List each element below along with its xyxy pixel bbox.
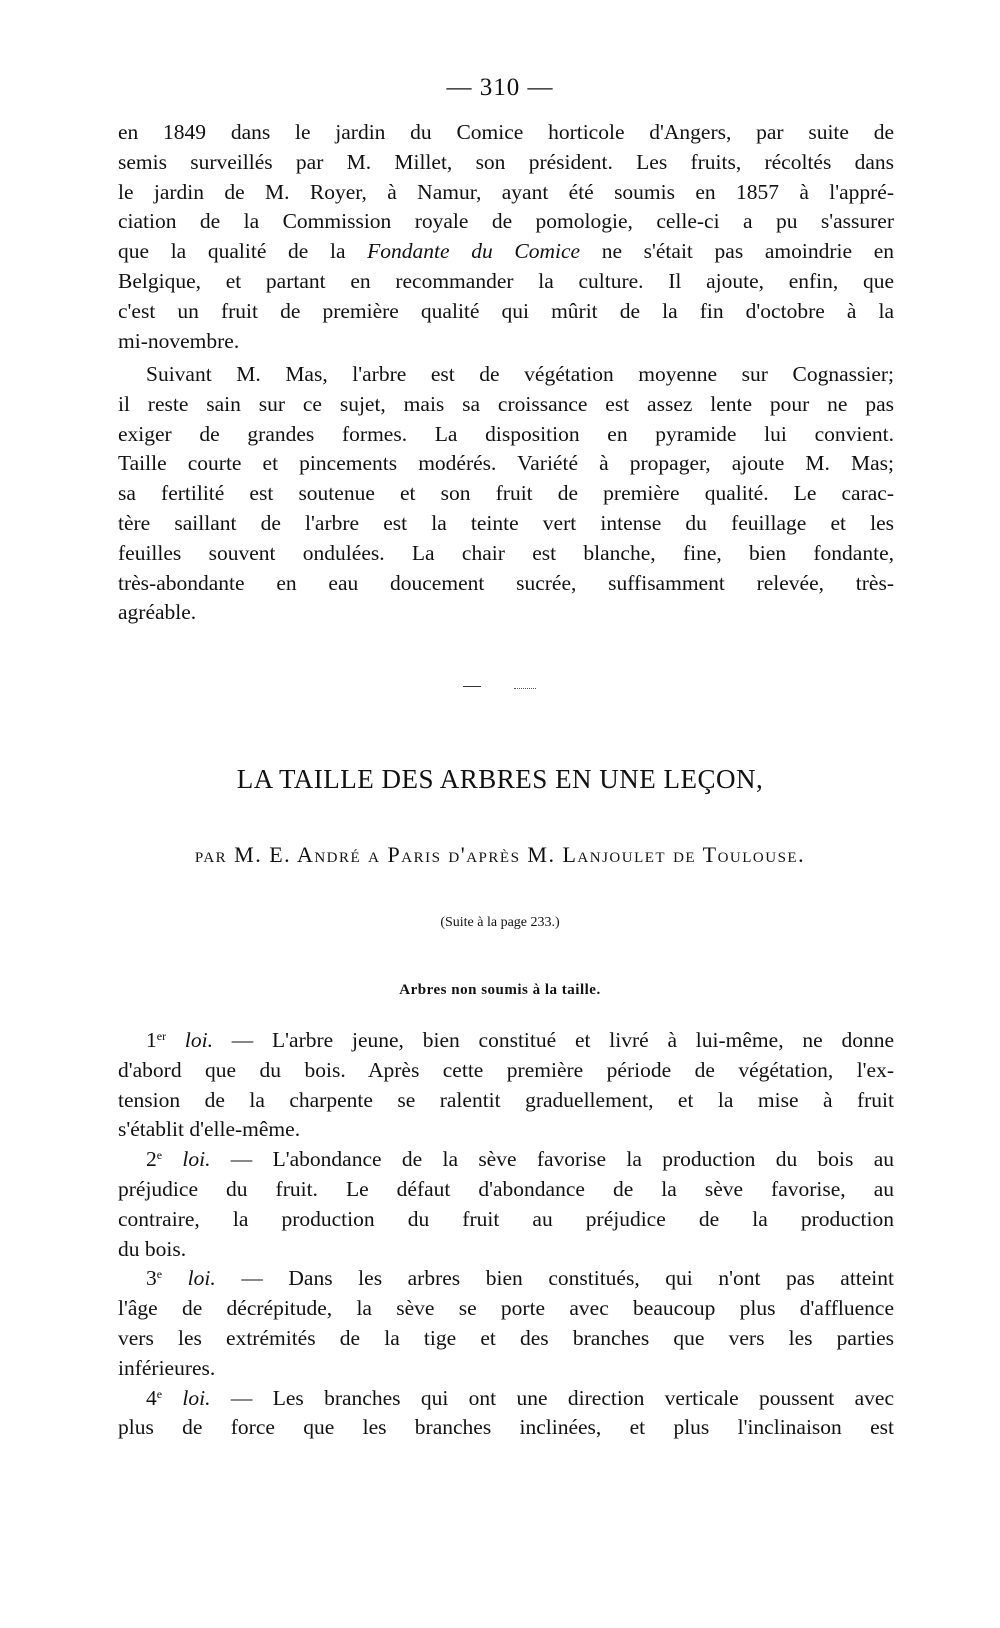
text-line: le jardin de M. Royer, à Namur, ayant été soumis en 1857 à l'appré-: [118, 179, 894, 204]
section-separator: [463, 686, 481, 687]
text-line: l'âge de décrépitude, la sève se porte avec beaucoup plus d'affluence: [118, 1296, 894, 1321]
text-line: c'est un fruit de première qualité qui mûrit de la fin d'octobre à la: [118, 298, 894, 323]
upper-paragraph: [118, 118, 894, 356]
text-line: s'établit d'elle-même.: [118, 1117, 301, 1142]
law-label: loi.: [162, 1385, 231, 1410]
law-2: [118, 1145, 894, 1264]
law-text: — Dans les arbres bien constitués, qui n'ont pas atteint: [241, 1266, 895, 1291]
law-ordinal: 2: [146, 1147, 157, 1172]
text-line: très-abondante en eau doucement sucrée, suffisamment relevée, très-: [118, 570, 894, 595]
text-line: mi-novembre.: [118, 328, 240, 353]
section-heading: Arbres non soumis à la taille.: [399, 982, 601, 998]
law-first-line: [118, 1026, 894, 1056]
laws-list: [118, 1026, 894, 1443]
text-line: d'abord que du bois. Après cette première période de végétation, l'ex-: [118, 1057, 894, 1082]
law-ordinal: 1: [146, 1028, 157, 1052]
law-label: loi.: [162, 1147, 231, 1172]
law-text: — Les branches qui ont une direction verticale poussent avec: [230, 1385, 894, 1410]
text-line: inférieures.: [118, 1355, 216, 1380]
text-segment: que la qualité de la: [118, 239, 368, 264]
text-line: feuilles souvent ondulées. La chair est blanche, fine, bien fondante,: [118, 540, 894, 565]
text-line: semis surveillés par M. Millet, son président. Les fruits, récoltés dans: [118, 149, 894, 174]
law-ordinal-suffix: er: [156, 1029, 167, 1043]
text-line: plus de force que les branches inclinées, et plus l'inclinaison est: [118, 1415, 894, 1440]
text-line: agréable.: [118, 600, 197, 625]
section-separator-dots: [514, 688, 536, 690]
law-3: [118, 1264, 894, 1383]
law-ordinal-suffix: e: [156, 1267, 163, 1282]
text-line: en 1849 dans le jardin du Comice horticole d'Angers, par suite de: [118, 120, 894, 144]
law-first-line: [118, 1145, 894, 1175]
law-label: loi.: [166, 1028, 232, 1052]
text-line: sa fertilité est soutenue et son fruit de première qualité. Le carac-: [118, 481, 894, 506]
text-line: ciation de la Commission royale de pomologie, celle-ci a pu s'assurer: [118, 209, 894, 234]
text-line: Suivant M. Mas, l'arbre est de végétation moyenne sur Cognassier;: [146, 362, 894, 386]
law-4: [118, 1384, 894, 1444]
continuation-note: (Suite à la page 233.): [440, 915, 560, 930]
text-line: tension de la charpente se ralentit graduellement, et la mise à fruit: [118, 1087, 894, 1112]
page-number: — 310 —: [446, 74, 554, 101]
article-byline: par M. E. André a Paris d'après M. Lanjoulet de Toulouse.: [194, 842, 806, 867]
text-line: Belgique, et partant en recommander la culture. Il ajoute, enfin, que: [118, 268, 894, 293]
law-ordinal-suffix: e: [156, 1148, 163, 1163]
text-segment: ne s'était pas amoindrie en: [580, 239, 894, 264]
law-ordinal-suffix: e: [156, 1386, 163, 1401]
law-first-line: [118, 1384, 894, 1414]
law-label: loi.: [162, 1266, 242, 1291]
italic-phrase: Fondante du Comice: [367, 239, 581, 264]
law-text: — L'abondance de la sève favorise la production du bois au: [230, 1147, 894, 1172]
law-1: [118, 1026, 894, 1145]
text-line: Taille courte et pincements modérés. Variété à propager, ajoute M. Mas;: [118, 451, 894, 476]
law-first-line: [118, 1264, 894, 1294]
text-line: il reste sain sur ce sujet, mais sa croissance est assez lente pour ne pas: [118, 391, 894, 416]
text-line: vers les extrémités de la tige et des branches que vers les parties: [118, 1325, 894, 1350]
text-line: contraire, la production du fruit au préjudice de la production: [118, 1206, 894, 1231]
text-line: exiger de grandes formes. La disposition en pyramide lui convient.: [118, 421, 894, 446]
text-line: préjudice du fruit. Le défaut d'abondance de la sève favorise, au: [118, 1176, 894, 1201]
text-line: tère saillant de l'arbre est la teinte vert intense du feuillage et les: [118, 510, 894, 535]
law-text: — L'arbre jeune, bien constitué et livré à lui-même, ne donne: [231, 1028, 894, 1052]
law-ordinal: 4: [146, 1385, 157, 1410]
article-title: LA TAILLE DES ARBRES EN UNE LEÇON,: [236, 764, 764, 794]
text-line-with-italic: [118, 237, 894, 267]
text-line: du bois.: [118, 1236, 187, 1261]
law-ordinal: 3: [146, 1266, 157, 1291]
mas-paragraph: [118, 360, 894, 628]
